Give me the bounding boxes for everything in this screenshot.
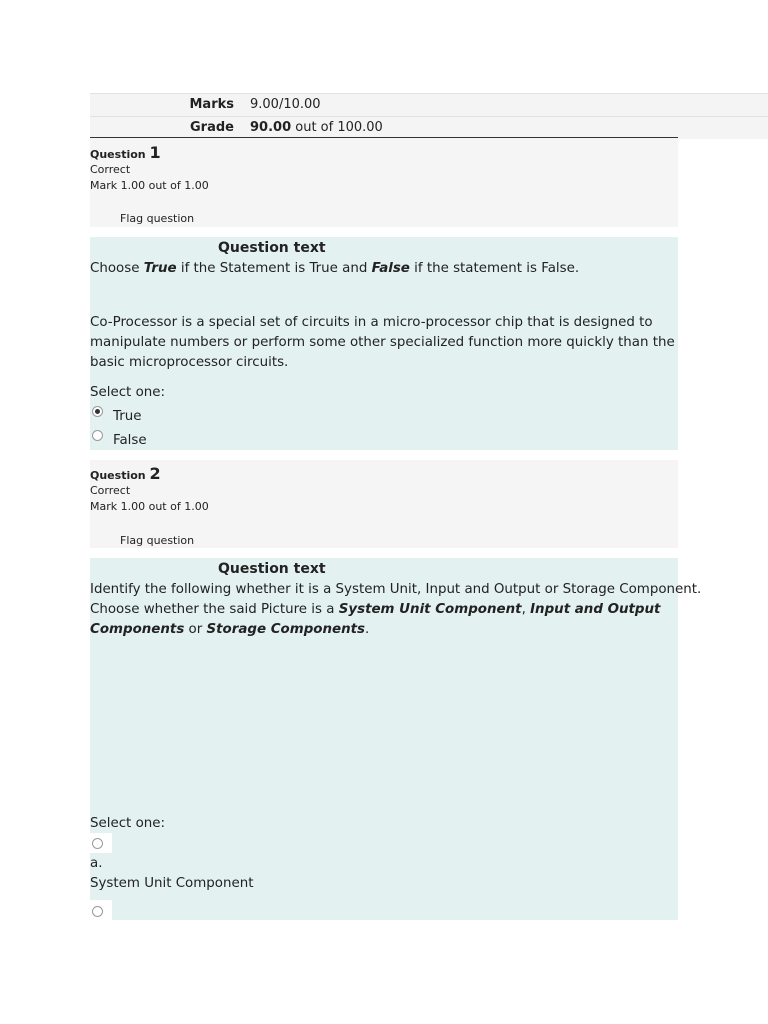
question1-number: 1 xyxy=(149,143,161,162)
grade-suffix: out of 100.00 xyxy=(291,120,383,135)
line3-storage: Storage Components xyxy=(206,622,366,637)
grade-value xyxy=(250,120,383,135)
option-true-label: True xyxy=(113,409,142,424)
instruction-false-word: False xyxy=(371,261,410,276)
grade-label: Grade xyxy=(190,120,234,135)
option-false-label: False xyxy=(113,433,147,448)
line2-system-unit: System Unit Component xyxy=(338,602,522,617)
question2-line1: Identify the following whether it is a System Unit, Input and Output or Storage Component. xyxy=(90,582,702,597)
option-a-letter: a. xyxy=(90,856,103,871)
question1-title-prefix: Question xyxy=(90,148,146,161)
radio-icon[interactable] xyxy=(92,430,103,441)
question1-title xyxy=(90,143,161,162)
summary-row-grade xyxy=(90,116,768,139)
question2-line2 xyxy=(90,600,660,620)
question2-title-prefix: Question xyxy=(90,469,146,482)
question2-heading: Question text xyxy=(218,561,326,577)
line2-prefix: Choose whether the said Picture is a xyxy=(90,602,339,617)
question2-content xyxy=(90,558,702,920)
marks-label: Marks xyxy=(189,97,234,112)
question1-select-prompt: Select one: xyxy=(90,385,165,400)
summary-divider xyxy=(90,137,678,138)
question1-statement-line: manipulate numbers or perform some other specialized function more quickly than the xyxy=(90,335,675,350)
question1-statement-line: Co-Processor is a special set of circuits in a micro-processor chip that is designed to xyxy=(90,315,653,330)
grade-score: 90.00 xyxy=(250,120,292,135)
question2-mark: Mark 1.00 out of 1.00 xyxy=(90,500,209,513)
line2-comma: , xyxy=(521,602,531,617)
option-a-radio-box[interactable] xyxy=(90,833,112,853)
question1-mark: Mark 1.00 out of 1.00 xyxy=(90,179,209,192)
line3-or: or xyxy=(184,622,207,637)
instruction-part1: Choose xyxy=(90,261,144,276)
summary-row-marks xyxy=(90,93,768,116)
radio-icon[interactable] xyxy=(92,906,103,917)
question1-state: Correct xyxy=(90,163,131,176)
question2-number: 2 xyxy=(149,464,161,483)
question1-heading: Question text xyxy=(218,240,326,256)
option-b-radio-box[interactable] xyxy=(90,900,112,920)
question1-flag-button[interactable]: Flag question xyxy=(120,212,195,225)
question1-instruction xyxy=(90,259,579,279)
question1-content xyxy=(90,237,678,450)
line3-period: . xyxy=(365,622,370,637)
option-a-label: System Unit Component xyxy=(90,876,254,891)
line3-io-b: Components xyxy=(90,622,185,637)
marks-value: 9.00/10.00 xyxy=(250,97,321,112)
radio-selected-icon[interactable] xyxy=(92,406,103,417)
instruction-true-word: True xyxy=(143,261,177,276)
question1-info xyxy=(90,139,678,227)
question2-line3 xyxy=(90,620,369,640)
line2-io-a: Input and Output xyxy=(530,602,661,617)
radio-icon[interactable] xyxy=(92,838,103,849)
question2-info xyxy=(90,460,678,548)
question2-state: Correct xyxy=(90,484,131,497)
question1-statement-line: basic microprocessor circuits. xyxy=(90,355,289,370)
question2-title xyxy=(90,464,161,483)
question2-flag-button[interactable]: Flag question xyxy=(120,534,195,547)
question2-select-prompt: Select one: xyxy=(90,816,165,831)
instruction-part3: if the statement is False. xyxy=(409,261,580,276)
instruction-part2: if the Statement is True and xyxy=(176,261,372,276)
